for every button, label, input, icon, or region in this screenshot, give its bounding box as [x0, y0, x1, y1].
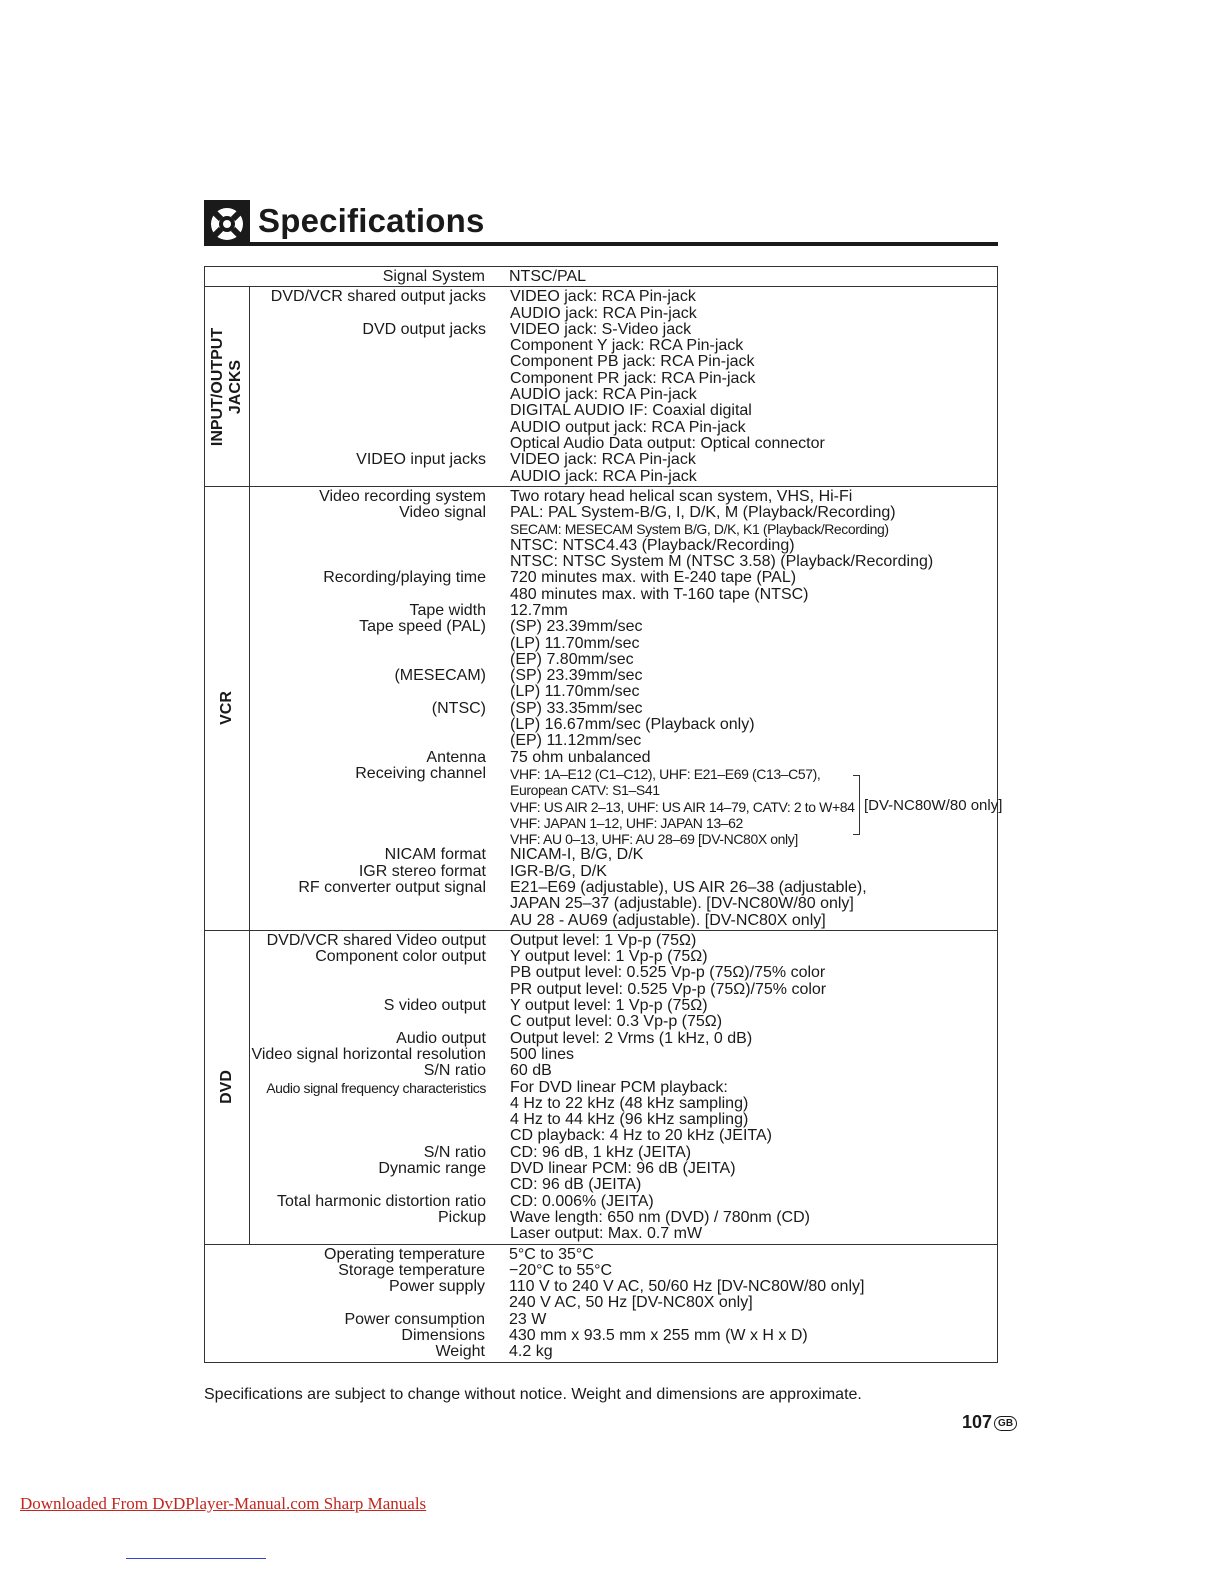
spec-value: Wave length: 650 nm (DVD) / 780nm (CD) [510, 1208, 810, 1226]
spec-label [250, 538, 510, 554]
spec-label [250, 965, 510, 981]
spec-row [249, 1295, 997, 1311]
spec-label [250, 799, 510, 815]
spec-value: AUDIO jack: RCA Pin-jack [510, 304, 697, 322]
spec-row [250, 603, 997, 619]
spec-label: Video recording system [319, 487, 486, 505]
spec-value: (SP) 23.39mm/sec [510, 618, 643, 636]
spec-row [250, 1210, 997, 1226]
spec-value: 500 lines [510, 1045, 575, 1063]
spec-row [250, 619, 997, 635]
spec-value: DIGITAL AUDIO IF: Coaxial digital [510, 402, 752, 420]
section-side [205, 487, 250, 930]
spec-label [250, 387, 510, 403]
spec-row [249, 269, 997, 285]
spec-row [250, 717, 997, 733]
spec-row [249, 1312, 997, 1328]
spec-row [250, 636, 997, 652]
section-rows [250, 931, 997, 1244]
spec-label [250, 982, 510, 998]
spec-row [249, 1263, 997, 1279]
spec-row [250, 949, 997, 965]
spec-row [250, 982, 997, 998]
spec-value: 75 ohm unbalanced [510, 748, 651, 766]
spec-label [250, 913, 510, 929]
spec-value: Two rotary head helical scan system, VHS, Hi-Fi [510, 487, 853, 505]
spec-value: (EP) 11.12mm/sec [510, 732, 642, 750]
spec-value: Component Y jack: RCA Pin-jack [510, 337, 744, 355]
section-side [205, 931, 250, 1244]
spec-section-signal [205, 267, 997, 286]
spec-row [250, 403, 997, 419]
spec-row [250, 306, 997, 322]
spec-label [250, 684, 510, 700]
spec-row [250, 538, 997, 554]
spec-value: VIDEO jack: S-Video jack [510, 320, 692, 338]
spec-value: JAPAN 25–37 (adjustable). [DV-NC80W/80 only] [510, 895, 854, 913]
spec-row [250, 913, 997, 929]
spec-label: Pickup [437, 1208, 486, 1226]
title-rule [204, 242, 998, 246]
gb-badge: GB [994, 1416, 1017, 1431]
spec-row [250, 684, 997, 700]
spec-row [249, 1328, 997, 1344]
spec-row [250, 387, 997, 403]
spec-label [250, 338, 510, 354]
spec-value: −20°C to 55°C [509, 1261, 613, 1279]
spec-value: 430 mm x 93.5 mm x 255 mm (W x H x D) [509, 1327, 808, 1344]
spec-label [250, 1014, 510, 1030]
link-underline [126, 1558, 266, 1559]
spec-label: (NTSC) [431, 699, 486, 717]
spec-label [249, 1295, 509, 1311]
spec-label: DVD output jacks [362, 320, 486, 338]
spec-row [250, 933, 997, 949]
spec-label: Video signal horizontal resolution [251, 1045, 486, 1063]
spec-label: DVD/VCR shared output jacks [270, 288, 486, 306]
spec-row [250, 831, 997, 847]
spec-value: (LP) 16.67mm/sec (Playback only) [510, 716, 755, 734]
footer-note: Specifications are subject to change without notice. Weight and dimensions are approximate. [204, 1386, 862, 1403]
spec-value: 110 V to 240 V AC, 50/60 Hz [DV-NC80W/80 only] [509, 1278, 865, 1296]
spec-row [250, 701, 997, 717]
spec-row [250, 998, 997, 1014]
section-side [205, 1245, 249, 1362]
spec-value: VIDEO jack: RCA Pin-jack [510, 451, 696, 469]
spec-row [250, 1063, 997, 1079]
spec-value: 5°C to 35°C [509, 1245, 594, 1263]
spec-row [250, 469, 997, 485]
spec-label: DVD/VCR shared Video output [266, 931, 486, 949]
spec-row [250, 1194, 997, 1210]
bracket-mark [853, 775, 860, 835]
spec-label [250, 403, 510, 419]
spec-label [250, 782, 510, 798]
spec-label: Power supply [388, 1278, 485, 1296]
spec-row [250, 880, 997, 896]
spec-value: VHF: 1A–E12 (C1–C12), UHF: E21–E69 (C13–C57), [510, 765, 821, 782]
spec-label: Signal System [382, 268, 485, 285]
spec-value: NTSC/PAL [509, 268, 587, 285]
spec-label [250, 587, 510, 603]
section-heading: DVD [218, 1070, 235, 1105]
spec-row [250, 338, 997, 354]
spec-label: Dimensions [401, 1327, 485, 1344]
spec-value: VHF: US AIR 2–13, UHF: US AIR 14–79, CATV: 2 to W+84 [510, 798, 855, 815]
section-side-blank [205, 267, 249, 286]
section-rows [250, 287, 997, 486]
spec-value: NTSC: NTSC4.43 (Playback/Recording) [510, 536, 795, 554]
spec-value: NICAM-I, B/G, D/K [510, 846, 644, 864]
spec-value: 4 Hz to 44 kHz (96 kHz sampling) [510, 1111, 749, 1129]
section-rows [249, 1245, 997, 1362]
spec-row [250, 896, 997, 912]
spec-row [250, 505, 997, 521]
spec-row [250, 554, 997, 570]
spec-label: Dynamic range [378, 1160, 486, 1178]
spec-label: (MESECAM) [394, 667, 486, 685]
section-rows [250, 487, 997, 930]
spec-value: Optical Audio Data output: Optical connector [510, 434, 825, 452]
spec-label [250, 733, 510, 749]
spec-value: European CATV: S1–S41 [510, 782, 660, 799]
spec-value: C output level: 0.3 Vp-p (75Ω) [510, 1013, 723, 1031]
spec-label [250, 815, 510, 831]
spec-value: (SP) 23.39mm/sec [510, 667, 643, 685]
spec-label: S/N ratio [423, 1062, 486, 1080]
spec-row [250, 815, 997, 831]
spec-section [205, 486, 997, 930]
spec-value: 12.7mm [510, 601, 568, 619]
spec-value: 240 V AC, 50 Hz [DV-NC80X only] [509, 1294, 753, 1312]
spec-label [250, 306, 510, 322]
spec-value: AUDIO jack: RCA Pin-jack [510, 386, 697, 404]
spec-row [250, 489, 997, 505]
spec-row [250, 1226, 997, 1242]
spec-row [250, 1014, 997, 1030]
spec-label: Receiving channel [355, 764, 486, 782]
spec-row [250, 436, 997, 452]
spec-label: Total harmonic distortion ratio [277, 1192, 486, 1210]
spec-value: VHF: JAPAN 1–12, UHF: JAPAN 13–62 [510, 814, 743, 831]
lifebuoy-icon [204, 200, 250, 246]
spec-label: S/N ratio [423, 1143, 486, 1161]
spec-row [250, 354, 997, 370]
spec-value: E21–E69 (adjustable), US AIR 26–38 (adjustable), [510, 878, 867, 896]
spec-label: Recording/playing time [323, 569, 486, 587]
spec-row [250, 570, 997, 586]
spec-label: Power consumption [344, 1310, 485, 1328]
spec-row [250, 289, 997, 305]
spec-row [250, 1096, 997, 1112]
spec-label [250, 831, 510, 847]
spec-label: VIDEO input jacks [356, 451, 486, 469]
spec-label [250, 354, 510, 370]
spec-value: 4.2 kg [509, 1343, 553, 1361]
spec-value: For DVD linear PCM playback: [510, 1078, 728, 1096]
spec-value: 4 Hz to 22 kHz (48 kHz sampling) [510, 1094, 749, 1112]
spec-label: Tape width [409, 601, 486, 619]
spec-label [250, 896, 510, 912]
spec-value: CD playback: 4 Hz to 20 kHz (JEITA) [510, 1127, 772, 1145]
spec-label [250, 554, 510, 570]
spec-label [250, 1226, 510, 1242]
spec-row [250, 965, 997, 981]
spec-value: SECAM: MESECAM System B/G, D/K, K1 (Playback/Recording) [510, 521, 889, 538]
spec-label [250, 636, 510, 652]
spec-label: Component color output [315, 948, 486, 966]
spec-row [250, 587, 997, 603]
spec-label: Weight [435, 1343, 485, 1361]
section-side [205, 287, 250, 486]
spec-row [249, 1247, 997, 1263]
spec-value: IGR-B/G, D/K [510, 862, 607, 880]
spec-label [250, 1177, 510, 1193]
download-link[interactable]: Downloaded From DvDPlayer-Manual.com Sharp Manuals [20, 1494, 427, 1513]
spec-value: CD: 96 dB, 1 kHz (JEITA) [510, 1143, 692, 1161]
spec-row [250, 452, 997, 468]
spec-label: Audio output [396, 1029, 486, 1047]
spec-label [250, 469, 510, 485]
spec-label: Storage temperature [338, 1261, 485, 1279]
page-title: Specifications [258, 202, 485, 239]
spec-value: PB output level: 0.525 Vp-p (75Ω)/75% color [510, 964, 826, 982]
spec-section [205, 1244, 997, 1362]
spec-row [250, 652, 997, 668]
spec-row [250, 1112, 997, 1128]
spec-value: AU 28 - AU69 (adjustable). [DV-NC80X only] [510, 911, 826, 929]
spec-value: (EP) 7.80mm/sec [510, 650, 634, 668]
spec-label: RF converter output signal [298, 878, 486, 896]
spec-row [250, 733, 997, 749]
spec-value: Y output level: 1 Vp-p (75Ω) [510, 997, 708, 1015]
spec-value: Component PB jack: RCA Pin-jack [510, 353, 755, 371]
spec-label [250, 420, 510, 436]
spec-value: NTSC: NTSC System M (NTSC 3.58) (Playback/Recording) [510, 553, 934, 571]
spec-value: DVD linear PCM: 96 dB (JEITA) [510, 1160, 736, 1178]
spec-row [250, 864, 997, 880]
spec-row [250, 668, 997, 684]
spec-value: (SP) 33.35mm/sec [510, 699, 643, 717]
spec-label [250, 371, 510, 387]
spec-value: 720 minutes max. with E-240 tape (PAL) [510, 569, 797, 587]
spec-value: Y output level: 1 Vp-p (75Ω) [510, 948, 708, 966]
spec-value: (LP) 11.70mm/sec [510, 634, 640, 652]
spec-row [249, 1344, 997, 1360]
spec-value: 60 dB [510, 1062, 552, 1080]
section-heading: VCR [218, 691, 235, 726]
spec-label: IGR stereo format [358, 862, 486, 880]
spec-label [250, 521, 510, 537]
spec-table [204, 266, 998, 1363]
section-heading: INPUT/OUTPUT JACKS [209, 327, 244, 446]
spec-section [205, 286, 997, 486]
spec-value: VIDEO jack: RCA Pin-jack [510, 288, 696, 306]
spec-section [205, 930, 997, 1244]
spec-row [250, 750, 997, 766]
spec-label [250, 1112, 510, 1128]
spec-row [250, 322, 997, 338]
spec-value: 23 W [509, 1310, 547, 1328]
spec-row [250, 1177, 997, 1193]
spec-label: Operating temperature [324, 1245, 485, 1263]
spec-value: Component PR jack: RCA Pin-jack [510, 369, 756, 387]
spec-value: AUDIO output jack: RCA Pin-jack [510, 418, 746, 436]
spec-row [250, 1080, 997, 1096]
spec-label: Antenna [426, 748, 486, 766]
section-rows [249, 267, 997, 286]
spec-label: Audio signal frequency characteristics [266, 1079, 486, 1096]
spec-label: Video signal [399, 504, 486, 522]
spec-label [250, 1128, 510, 1144]
spec-value: PAL: PAL System-B/G, I, D/K, M (Playback/Recording) [510, 504, 896, 522]
page-number: 107 GB [962, 1412, 1017, 1433]
spec-value: VHF: AU 0–13, UHF: AU 28–69 [DV-NC80X only] [510, 831, 798, 848]
bracket-note: [DV-NC80W/80 only] [864, 797, 1003, 814]
spec-value: Output level: 2 Vrms (1 kHz, 0 dB) [510, 1029, 753, 1047]
spec-row [250, 847, 997, 863]
spec-row [250, 1047, 997, 1063]
spec-value: CD: 0.006% (JEITA) [510, 1192, 654, 1210]
spec-row [249, 1279, 997, 1295]
spec-label: Tape speed (PAL) [359, 618, 486, 636]
spec-label [250, 717, 510, 733]
spec-value: (LP) 11.70mm/sec [510, 683, 640, 701]
spec-row [250, 1161, 997, 1177]
spec-value: AUDIO jack: RCA Pin-jack [510, 467, 697, 485]
spec-row [250, 1031, 997, 1047]
spec-value: Laser output: Max. 0.7 mW [510, 1225, 703, 1243]
spec-row [250, 766, 997, 782]
spec-row [250, 420, 997, 436]
spec-label: S video output [383, 997, 486, 1015]
spec-value: Output level: 1 Vp-p (75Ω) [510, 931, 697, 949]
spec-row [250, 371, 997, 387]
spec-label [250, 652, 510, 668]
spec-row [250, 521, 997, 537]
spec-label: NICAM format [384, 846, 486, 864]
spec-value: PR output level: 0.525 Vp-p (75Ω)/75% color [510, 980, 827, 998]
spec-value: CD: 96 dB (JEITA) [510, 1176, 642, 1194]
spec-row [250, 1145, 997, 1161]
spec-row [250, 1128, 997, 1144]
page-header [204, 198, 998, 248]
spec-label [250, 1096, 510, 1112]
spec-value: 480 minutes max. with T-160 tape (NTSC) [510, 585, 809, 603]
spec-label [250, 436, 510, 452]
